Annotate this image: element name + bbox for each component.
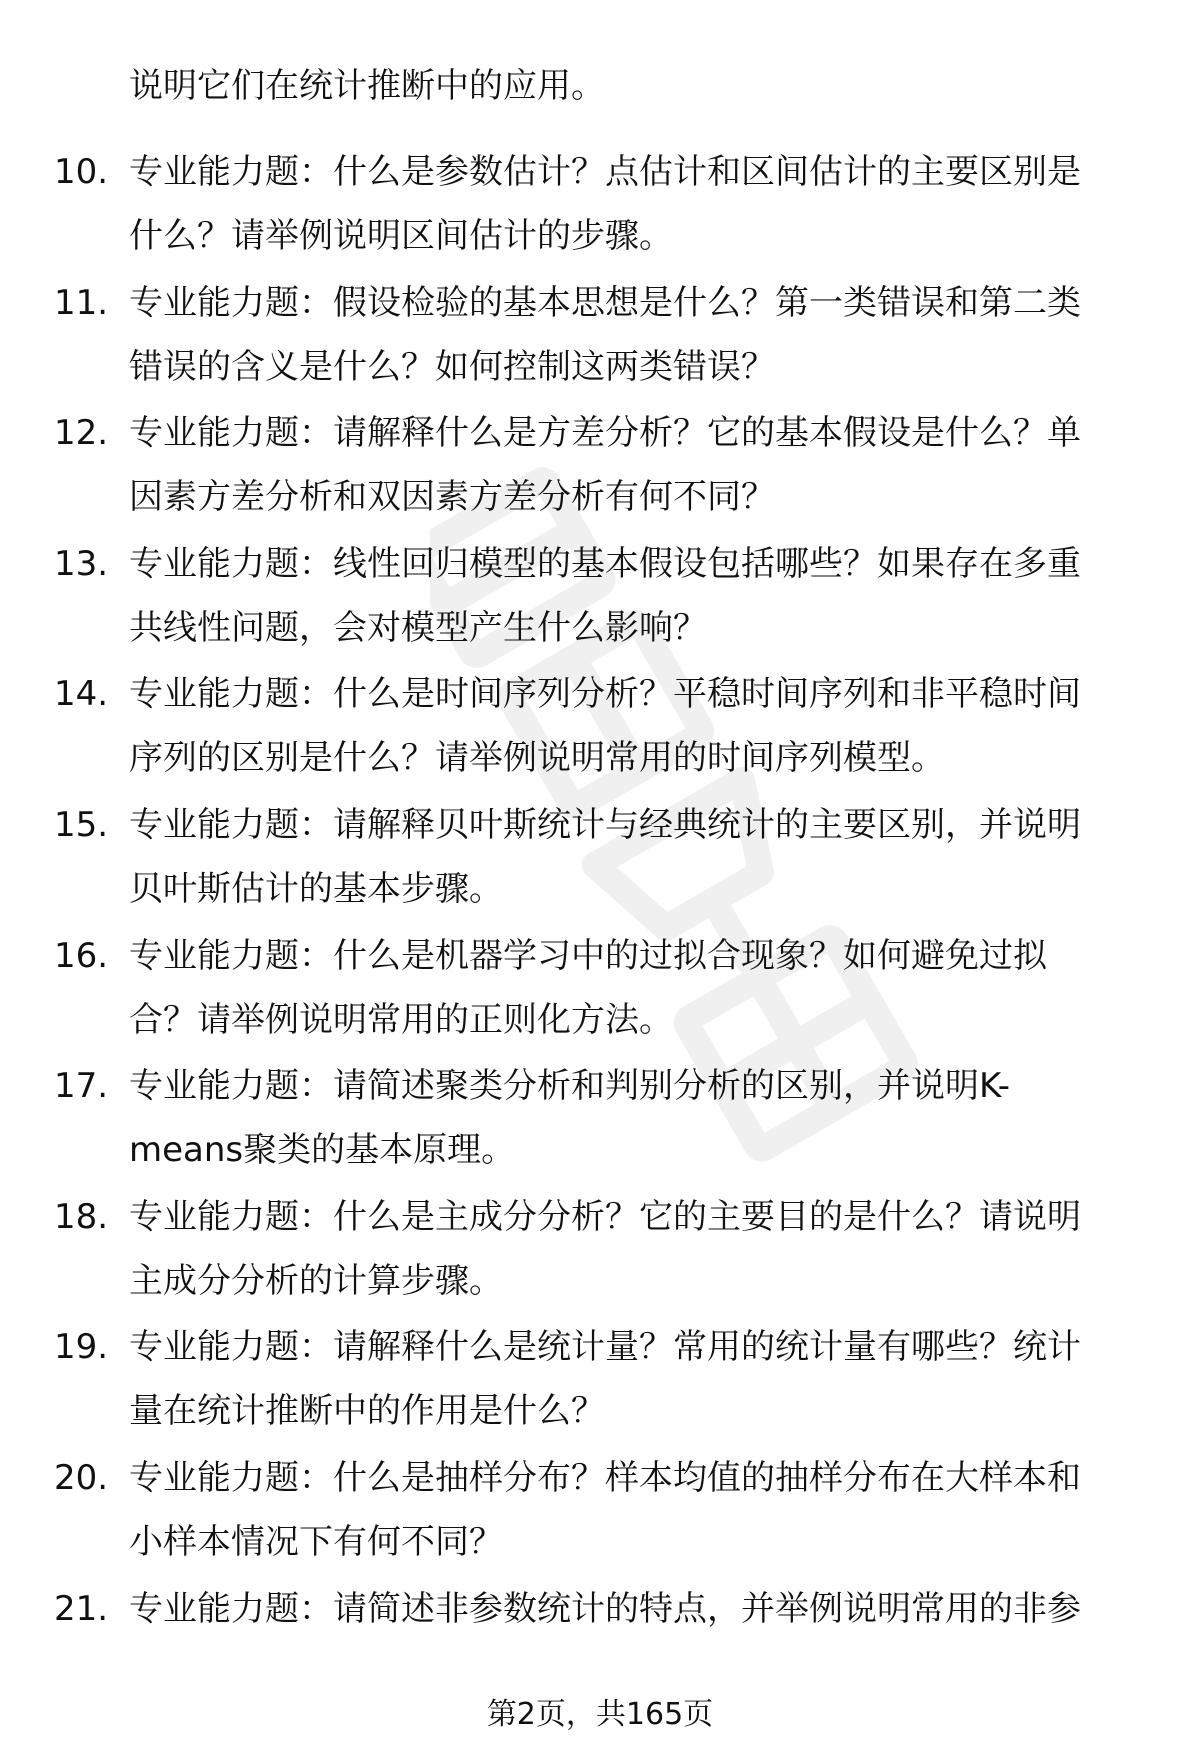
question-text <box>129 793 1149 921</box>
question-text <box>129 1054 1149 1182</box>
question-line: 专业能力题：请简述聚类分析和判别分析的区别，并说明K- <box>129 1066 1010 1107</box>
question-line: 专业能力题：请解释什么是方差分析？它的基本假设是什么？单 <box>129 413 1081 454</box>
question-line: 贝叶斯估计的基本步骤。 <box>129 868 503 909</box>
question-line: 错误的含义是什么？如何控制这两类错误？ <box>129 346 775 387</box>
question-number: 13. <box>54 543 109 584</box>
question-line: 专业能力题：什么是参数估计？点估计和区间估计的主要区别是 <box>129 152 1081 192</box>
question-item <box>0 1577 1200 1708</box>
question-line: 主成分分析的计算步骤。 <box>129 1260 503 1301</box>
question-number: 12. <box>54 413 109 454</box>
question-line: 专业能力题：请解释什么是统计量？常用的统计量有哪些？统计 <box>129 1327 1081 1368</box>
continuation-line: 说明它们在统计推断中的应用。 <box>129 66 605 106</box>
question-item <box>0 924 1200 1055</box>
question-number: 20. <box>54 1457 109 1498</box>
question-line: 专业能力题：什么是机器学习中的过拟合现象？如何避免过拟 <box>129 935 1047 976</box>
question-text <box>129 271 1149 399</box>
question-line: 序列的区别是什么？请举例说明常用的时间序列模型。 <box>129 738 945 779</box>
question-line: 什么？请举例说明区间估计的步骤。 <box>129 216 673 256</box>
page-footer: 第2页，共165页 <box>486 1697 714 1732</box>
question-item <box>0 1054 1200 1185</box>
question-line: 专业能力题：假设检验的基本思想是什么？第一类错误和第二类 <box>129 282 1081 323</box>
question-text <box>129 1185 1149 1313</box>
question-text <box>129 532 1149 660</box>
question-line: 因素方差分析和双因素方差分析有何不同？ <box>129 477 775 518</box>
question-text <box>129 1577 1149 1641</box>
question-number: 10. <box>54 152 109 192</box>
question-item <box>0 1185 1200 1316</box>
question-line: 小样本情况下有何不同？ <box>129 1521 503 1562</box>
question-line: means聚类的基本原理。 <box>129 1130 516 1171</box>
question-number: 18. <box>54 1196 109 1237</box>
question-line: 专业能力题：请解释贝叶斯统计与经典统计的主要区别，并说明 <box>129 804 1081 845</box>
question-item <box>0 401 1200 532</box>
question-text <box>129 1315 1149 1443</box>
question-line: 专业能力题：请简述非参数统计的特点，并举例说明常用的非参 <box>129 1588 1081 1629</box>
question-number: 15. <box>54 804 109 845</box>
question-item <box>0 1446 1200 1577</box>
question-item <box>0 532 1200 663</box>
question-item <box>0 140 1200 271</box>
question-line: 共线性问题，会对模型产生什么影响？ <box>129 607 707 648</box>
question-line: 专业能力题：线性回归模型的基本假设包括哪些？如果存在多重 <box>129 543 1081 584</box>
question-item <box>0 793 1200 924</box>
question-text <box>129 401 1149 529</box>
question-item <box>0 1315 1200 1446</box>
question-number: 11. <box>54 282 109 323</box>
question-number: 19. <box>54 1327 109 1368</box>
question-list <box>0 140 1200 1707</box>
question-line: 量在统计推断中的作用是什么？ <box>129 1391 605 1432</box>
question-line: 专业能力题：什么是主成分分析？它的主要目的是什么？请说明 <box>129 1196 1081 1237</box>
question-number: 16. <box>54 935 109 976</box>
question-item <box>0 662 1200 793</box>
question-number: 17. <box>54 1066 109 1107</box>
question-text <box>129 1446 1149 1574</box>
question-text <box>129 662 1149 790</box>
question-text <box>129 140 1149 268</box>
question-item <box>0 271 1200 402</box>
question-line: 专业能力题：什么是时间序列分析？平稳时间序列和非平稳时间 <box>129 674 1081 715</box>
question-number: 21. <box>54 1588 109 1629</box>
question-line: 专业能力题：什么是抽样分布？样本均值的抽样分布在大样本和 <box>129 1457 1081 1498</box>
question-line: 合？请举例说明常用的正则化方法。 <box>129 999 673 1040</box>
question-text <box>129 924 1149 1052</box>
question-number: 14. <box>54 674 109 715</box>
